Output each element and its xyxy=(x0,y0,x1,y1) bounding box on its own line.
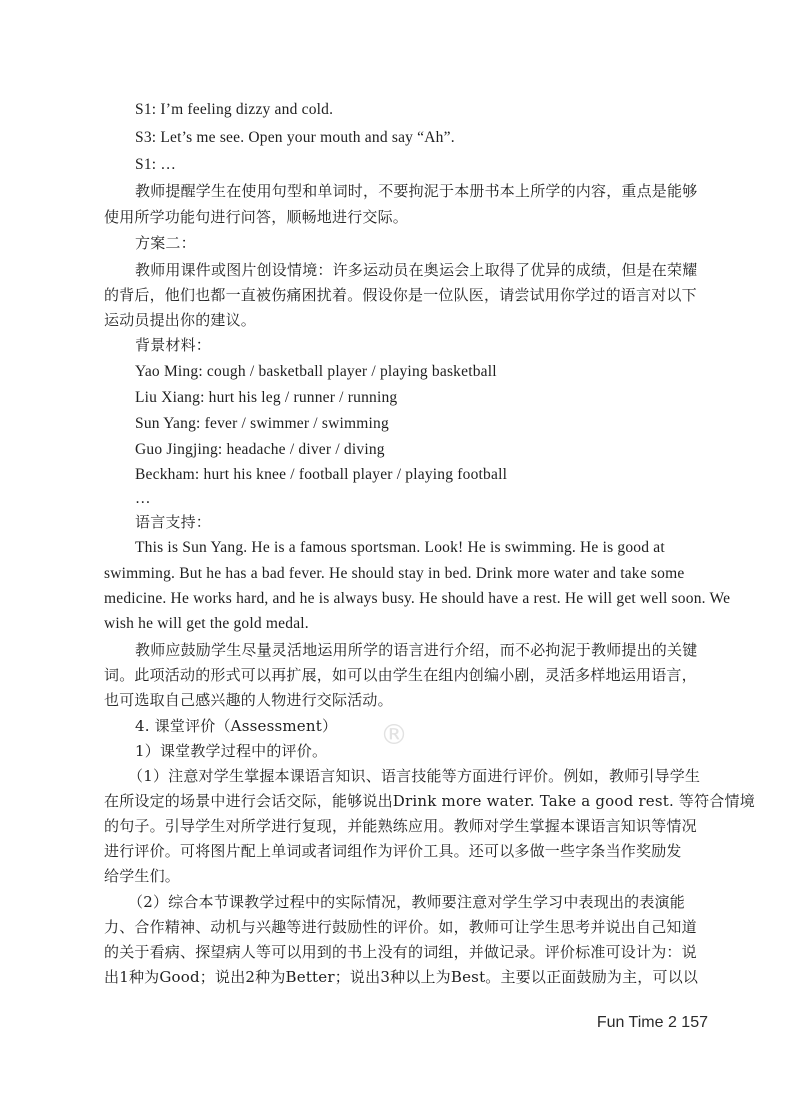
support-text-line: wish he will get the gold medal. xyxy=(104,615,309,632)
paragraph-line: 也可选取自己感兴趣的人物进行交际活动。 xyxy=(104,691,393,709)
evaluation-line: （2）综合本节课教学过程中的实际情况，教师要注意对学生学习中表现出的表演能 xyxy=(128,893,685,911)
athlete-list-ellipsis: … xyxy=(135,490,151,507)
evaluation-line: 给学生们。 xyxy=(104,867,181,885)
paragraph-line: 教师应鼓励学生尽量灵活地运用所学的语言进行介绍，而不必拘泥于教师提出的关键 xyxy=(135,641,698,659)
dialogue-s1-continued: S1: … xyxy=(135,156,177,173)
page-footer xyxy=(597,1014,708,1032)
dialogue-s3-line: S3: Let’s me see. Open your mouth and say “Ah”. xyxy=(135,129,455,146)
language-support-heading: 语言支持： xyxy=(135,513,212,531)
evaluation-line: 的句子。引导学生对所学进行复现，并能熟练应用。教师对学生掌握本课语言知识等情况 xyxy=(104,817,697,835)
dialogue-s1-line: S1: I’m feeling dizzy and cold. xyxy=(135,101,334,118)
paragraph-line: 词。此项活动的形式可以再扩展，如可以由学生在组内创编小剧，灵活多样地运用语言， xyxy=(104,666,697,684)
athlete-line: Beckham: hurt his knee / football player / playing football xyxy=(135,466,508,483)
athlete-line: Guo Jingjing: headache / diver / diving xyxy=(135,441,385,458)
evaluation-line: （1）注意对学生掌握本课语言知识、语言技能等方面进行评价。例如，教师引导学生 xyxy=(128,767,701,785)
registered-watermark: ® xyxy=(380,718,408,751)
support-text-line: medicine. He works hard, and he is always busy. He should have a rest. He will get well soon. We xyxy=(104,590,731,607)
evaluation-line: 进行评价。可将图片配上单词或者词组作为评价工具。还可以多做一些字条当作奖励发 xyxy=(104,842,682,860)
paragraph-line: 教师用课件或图片创设情境：许多运动员在奥运会上取得了优异的成绩，但是在荣耀 xyxy=(135,261,698,279)
support-text-line: swimming. But he has a bad fever. He should stay in bed. Drink more water and take some xyxy=(104,565,685,582)
athlete-line: Yao Ming: cough / basketball player / playing basketball xyxy=(135,363,497,380)
support-text-line: This is Sun Yang. He is a famous sportsman. Look! He is swimming. He is good at xyxy=(135,539,665,556)
subsection-1-heading: 1）课堂教学过程中的评价。 xyxy=(135,742,328,760)
background-heading: 背景材料： xyxy=(135,336,212,354)
paragraph-line: 运动员提出你的建议。 xyxy=(104,311,257,329)
page-number: 157 xyxy=(681,1014,708,1031)
plan-two-heading: 方案二： xyxy=(135,234,196,252)
evaluation-line: 在所设定的场景中进行会话交际，能够说出Drink more water. Take a good rest. 等符合情境 xyxy=(104,792,755,810)
athlete-line: Sun Yang: fever / swimmer / swimming xyxy=(135,415,389,432)
athlete-line: Liu Xiang: hurt his leg / runner / running xyxy=(135,389,398,406)
paragraph-line: 使用所学功能句进行问答，顺畅地进行交际。 xyxy=(104,208,409,226)
paragraph-line: 教师提醒学生在使用句型和单词时，不要拘泥于本册书本上所学的内容，重点是能够 xyxy=(135,182,698,200)
evaluation-line: 出1种为Good；说出2种为Better；说出3种以上为Best。主要以正面鼓励为主，可以以 xyxy=(104,968,699,986)
evaluation-line: 力、合作精神、动机与兴趣等进行鼓励性的评价。如，教师可让学生思考并说出自己知道 xyxy=(104,918,697,936)
section-4-heading: 4. 课堂评价（Assessment） xyxy=(135,717,338,735)
paragraph-line: 的背后，他们也都一直被伤痛困扰着。假设你是一位队医，请尝试用你学过的语言对以下 xyxy=(104,286,697,304)
evaluation-line: 的关于看病、探望病人等可以用到的书上没有的词组，并做记录。评价标准可设计为：说 xyxy=(104,943,697,961)
book-title: Fun Time 2 xyxy=(596,1014,677,1031)
